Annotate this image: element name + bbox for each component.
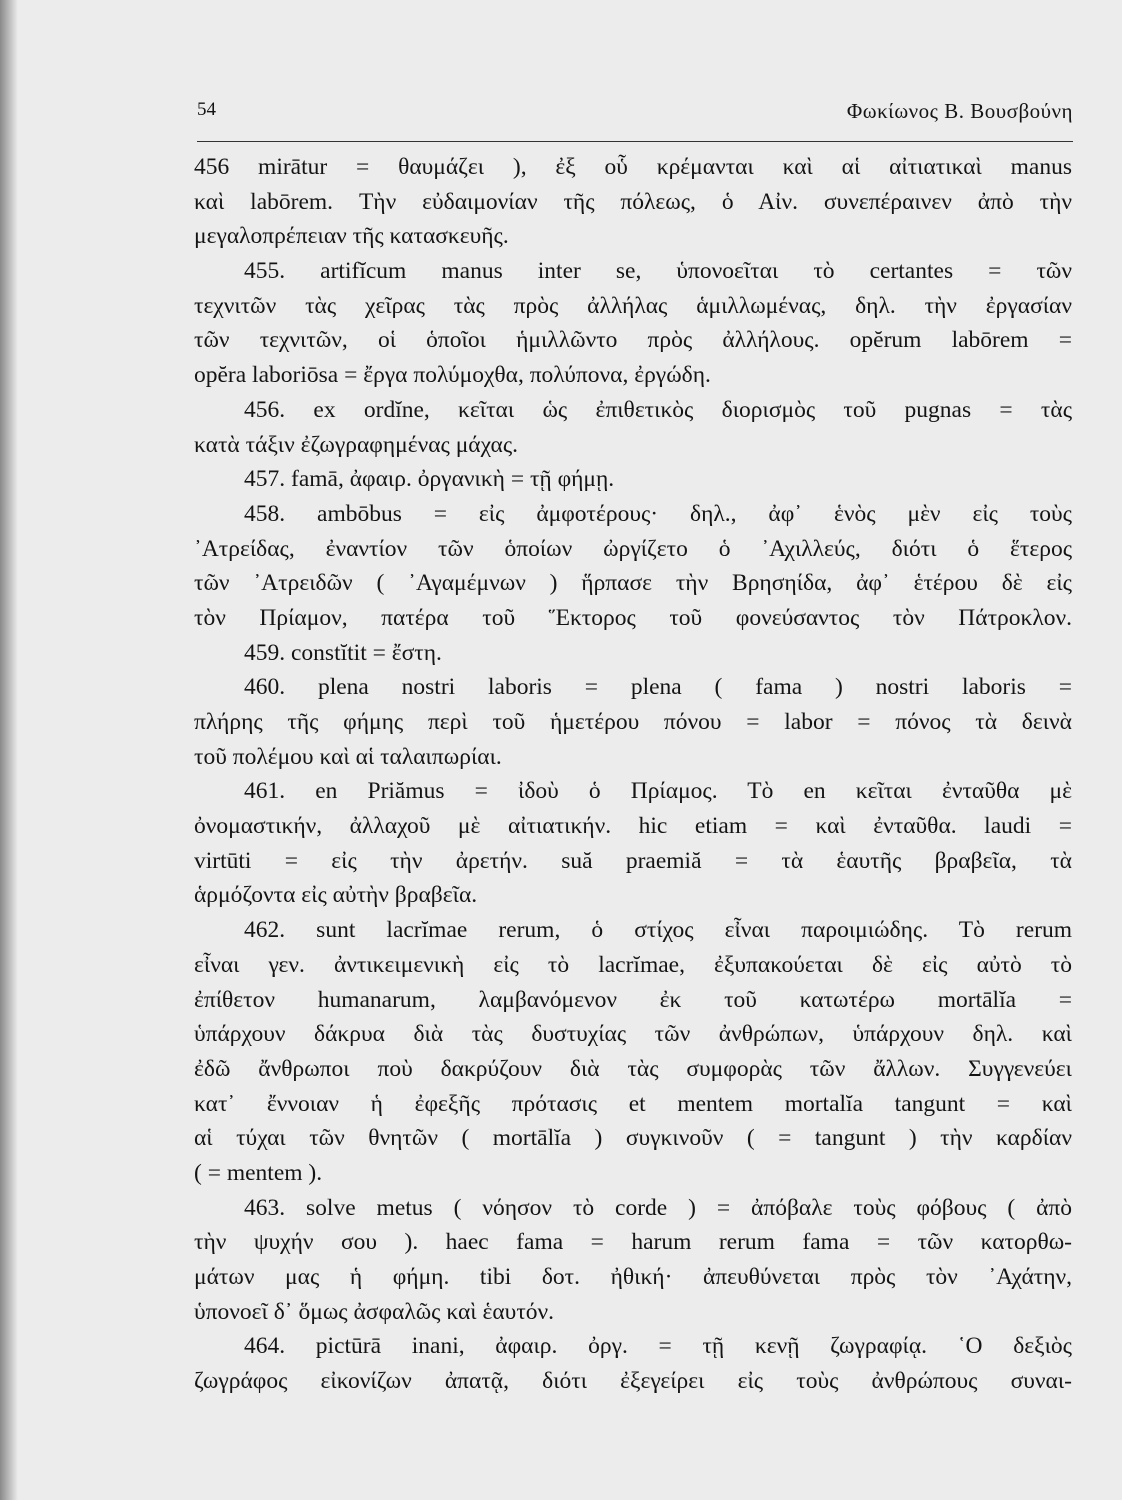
text-line: 464. pictūrā inani, ἀφαιρ. ὀργ. = τῇ κενῇ ζωγραφίᾳ. ῾Ο δεξιὸς xyxy=(244,1333,1072,1360)
text-line: opĕra laboriōsa = ἔργα πολύμοχθα, πολύπονα, ἐργώδη. xyxy=(194,362,711,389)
text-line: 462. sunt lacrĭmae rerum, ὁ στίχος εἶναι παροιμιώδης. Τὸ rerum xyxy=(244,917,1072,944)
page-header xyxy=(197,97,1073,142)
text-line: 458. ambōbus = εἰς ἀμφοτέρους· δηλ., ἀφ᾽ ἑνὸς μὲν εἰς τοὺς xyxy=(244,500,1072,527)
text-line: 460. plena nostri laboris = plena ( fama ) nostri laboris = xyxy=(244,674,1072,701)
text-line: ὑπάρχουν δάκρυα διὰ τὰς δυστυχίας τῶν ἀνθρώπων, ὑπάρχουν δηλ. καὶ xyxy=(194,1021,1072,1048)
text-line: ἐπίθετον humanarum, λαμβανόμενον ἐκ τοῦ κατωτέρω mortālĭa = xyxy=(194,986,1072,1013)
text-line: κατ᾽ ἔννοιαν ἡ ἐφεξῆς πρότασις et mentem mortalĭa tangunt = καὶ xyxy=(194,1090,1072,1117)
text-line: μεγαλοπρέπειαν τῆς κατασκευῆς. xyxy=(194,223,509,250)
text-line: τοῦ πολέμου καὶ αἱ ταλαιπωρίαι. xyxy=(194,743,502,770)
text-line: αἱ τύχαι τῶν θνητῶν ( mortālĭa ) συγκινοῦν ( = tangunt ) τὴν καρδίαν xyxy=(194,1125,1072,1152)
text-line: 455. artifĭcum manus inter se, ὑπονοεῖται τὸ certantes = τῶν xyxy=(244,258,1072,285)
text-line: ἐδῶ ἄνθρωποι ποὺ δακρύζουν διὰ τὰς συμφορὰς τῶν ἄλλων. Συγγενεύει xyxy=(194,1055,1072,1082)
text-line: 456 mirātur = θαυμάζει ), ἐξ οὗ κρέμανται καὶ αἱ αἰτιατικαὶ manus xyxy=(194,154,1072,180)
running-title: Φωκίωνος Β. Βουσβούνη xyxy=(846,99,1073,123)
text-line: 461. en Priămus = ἰδοὺ ὁ Πρίαμος. Τὸ en κεῖται ἐνταῦθα μὲ xyxy=(244,778,1072,805)
text-line: πλήρης τῆς φήμης περὶ τοῦ ἡμετέρου πόνου = labor = πόνος τὰ δεινὰ xyxy=(194,709,1072,735)
text-line: ἁρμόζοντα εἰς αὐτὴν βραβεῖα. xyxy=(194,882,478,909)
text-line: ζωγράφος εἰκονίζων ἀπατᾷ, διότι ἐξεγείρει εἰς τοὺς ἀνθρώπους συναι- xyxy=(194,1368,1072,1395)
text-line: τῶν ᾽Ατρειδῶν ( ᾽Αγαμέμνων ) ἥρπασε τὴν Βρησηίδα, ἀφ᾽ ἑτέρου δὲ εἰς xyxy=(194,570,1072,597)
text-line: 459. constĭtit = ἔστη. xyxy=(244,639,442,666)
text-line: ὀνομαστικήν, ἀλλαχοῦ μὲ αἰτιατικήν. hic etiam = καὶ ἐνταῦθα. laudi = xyxy=(194,813,1072,840)
text-line: virtūti = εἰς τὴν ἀρετήν. suă praemiă = τὰ ἑαυτῆς βραβεῖα, τὰ xyxy=(194,847,1072,874)
text-line: ( = mentem ). xyxy=(194,1159,323,1186)
text-line: ᾽Ατρείδας, ἐναντίον τῶν ὁποίων ὠργίζετο ὁ ᾽Αχιλλεύς, διότι ὁ ἕτερος xyxy=(194,535,1072,562)
text-line: κατὰ τάξιν ἐζωγραφημένας μάχας. xyxy=(194,431,519,458)
text-line: εἶναι γεν. ἀντικειμενικὴ εἰς τὸ lacrĭmae, ἐξυπακούεται δὲ εἰς αὐτὸ τὸ xyxy=(194,951,1072,978)
text-line: 463. solve metus ( νόησον τὸ corde ) = ἀπόβαλε τοὺς φόβους ( ἀπὸ xyxy=(244,1194,1072,1221)
text-line: τῶν τεχνιτῶν, οἱ ὁποῖοι ἡμιλλῶντο πρὸς ἀλλήλους. opĕrum labōrem = xyxy=(194,327,1072,354)
text-line: τὴν ψυχήν σου ). haec fama = harum rerum fama = τῶν κατορθω- xyxy=(194,1229,1072,1256)
text-line: τεχνιτῶν τὰς χεῖρας τὰς πρὸς ἀλλήλας ἁμιλλωμένας, δηλ. τὴν ἐργασίαν xyxy=(194,292,1072,319)
text-line: ὑπονοεῖ δ᾽ ὅμως ἀσφαλῶς καὶ ἑαυτόν. xyxy=(194,1298,555,1325)
text-line: μάτων μας ἡ φήμη. tibi δοτ. ἠθική· ἀπευθύνεται πρὸς τὸν ᾽Αχάτην, xyxy=(194,1264,1072,1290)
text-line: καὶ labōrem. Τὴν εὐδαιμονίαν τῆς πόλεως, ὁ Αἰν. συνεπέραινεν ἀπὸ τὴν xyxy=(194,188,1072,215)
page-edge-shadow xyxy=(0,0,18,1500)
text-line: τὸν Πρίαμον, πατέρα τοῦ Ἕκτορος τοῦ φονεύσαντος τὸν Πάτροκλον. xyxy=(194,604,1072,631)
page-number: 54 xyxy=(197,99,216,120)
text-line: 457. famā, ἀφαιρ. ὀργανικὴ = τῇ φήμῃ. xyxy=(244,466,615,493)
text-line: 456. ex ordĭne, κεῖται ὡς ἐπιθετικὸς διορισμὸς τοῦ pugnas = τὰς xyxy=(244,396,1072,423)
commentary-text xyxy=(194,150,1072,1399)
